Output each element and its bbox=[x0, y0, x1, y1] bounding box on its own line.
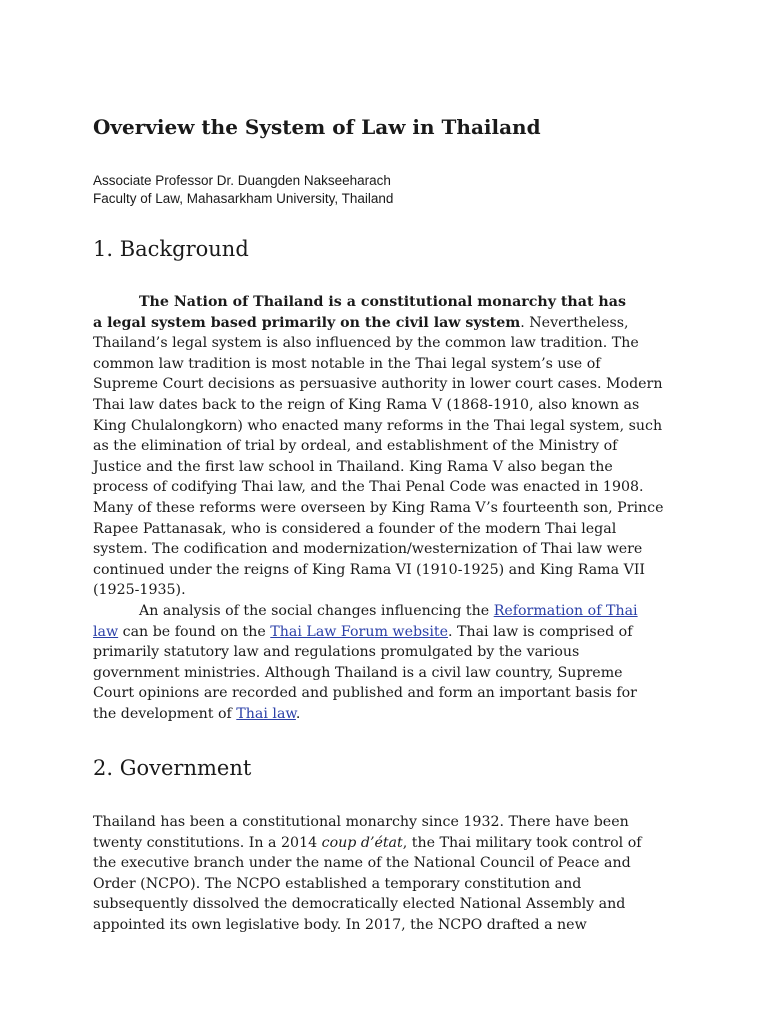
text-line bbox=[93, 833, 675, 854]
text-line: process of codifying Thai law, and the Thai Penal Code was enacted in 1908. bbox=[93, 479, 644, 496]
section-background-body bbox=[93, 292, 675, 724]
thai-law-forum-link[interactable]: Thai Law Forum website bbox=[270, 623, 448, 640]
page-title: Overview the System of Law in Thailand bbox=[93, 115, 541, 139]
text-line: Thailand has been a constitutional monarchy since 1932. There have been bbox=[93, 814, 629, 830]
text-line: Justice and the first law school in Thailand. King Rama V also began the bbox=[93, 458, 613, 475]
text-line: (1925-1935). bbox=[93, 582, 186, 599]
bold-thesis-part1: The Nation of Thailand is a constitutional monarchy that has bbox=[139, 294, 626, 310]
italic-term: coup d’état bbox=[321, 834, 403, 851]
reformation-link-continued[interactable]: law bbox=[93, 623, 119, 640]
author-affiliation: Faculty of Law, Mahasarkham University, Thailand bbox=[93, 191, 394, 206]
text-line: as the elimination of trial by ordeal, and establishment of the Ministry of bbox=[93, 438, 618, 455]
text-fragment: , the Thai military took control of bbox=[402, 834, 642, 851]
text-line bbox=[93, 622, 675, 643]
text-line: subsequently dissolved the democratically elected National Assembly and bbox=[93, 896, 626, 913]
section-heading-background: 1. Background bbox=[93, 237, 249, 261]
text-line: appointed its own legislative body. In 2017, the NCPO drafted a new bbox=[93, 916, 587, 933]
text-line: Rapee Pattanasak, who is considered a founder of the modern Thai legal bbox=[93, 520, 617, 537]
text-fragment: the development of bbox=[93, 705, 237, 722]
text-line: government ministries. Although Thailand is a civil law country, Supreme bbox=[93, 664, 623, 681]
text-line: Thailand’s legal system is also influenced by the common law tradition. The bbox=[93, 335, 639, 352]
section-government-body bbox=[93, 812, 675, 936]
text-line bbox=[93, 601, 675, 622]
text-line: Court opinions are recorded and published and form an important basis for bbox=[93, 685, 637, 702]
text-line bbox=[93, 704, 675, 725]
text-line: system. The codification and modernization/westernization of Thai law were bbox=[93, 541, 643, 558]
text-line: Supreme Court decisions as persuasive authority in lower court cases. Modern bbox=[93, 376, 663, 393]
text-line: Many of these reforms were overseen by King Rama V’s fourteenth son, Prince bbox=[93, 499, 664, 516]
text-line: common law tradition is most notable in the Thai legal system’s use of bbox=[93, 355, 601, 372]
text-line: primarily statutory law and regulations promulgated by the various bbox=[93, 644, 580, 661]
text-fragment: can be found on the bbox=[118, 623, 271, 640]
text-line bbox=[93, 292, 675, 313]
text-line: the executive branch under the name of the National Council of Peace and bbox=[93, 855, 631, 872]
text-fragment: An analysis of the social changes influencing the bbox=[139, 602, 494, 619]
thai-law-link[interactable]: Thai law bbox=[236, 705, 296, 722]
text-line: Order (NCPO). The NCPO established a temporary constitution and bbox=[93, 875, 582, 892]
author-name: Associate Professor Dr. Duangden Nakseeharach bbox=[93, 173, 391, 188]
reformation-link[interactable]: Reformation of Thai bbox=[493, 602, 638, 619]
text-fragment: . Thai law is comprised of bbox=[447, 623, 633, 640]
text-fragment: . Nevertheless, bbox=[520, 314, 629, 331]
text-fragment: . bbox=[295, 705, 301, 722]
text-line bbox=[93, 313, 675, 334]
text-line: King Chulalongkorn) who enacted many reforms in the Thai legal system, such bbox=[93, 417, 663, 434]
text-fragment: twenty constitutions. In a 2014 bbox=[93, 834, 322, 851]
bold-thesis-part2: a legal system based primarily on the civil law system bbox=[93, 314, 521, 331]
section-heading-government: 2. Government bbox=[93, 756, 252, 780]
text-line: continued under the reigns of King Rama VI (1910-1925) and King Rama VII bbox=[93, 561, 646, 578]
author-block bbox=[93, 172, 393, 208]
text-line: Thai law dates back to the reign of King Rama V (1868-1910, also known as bbox=[93, 396, 640, 413]
